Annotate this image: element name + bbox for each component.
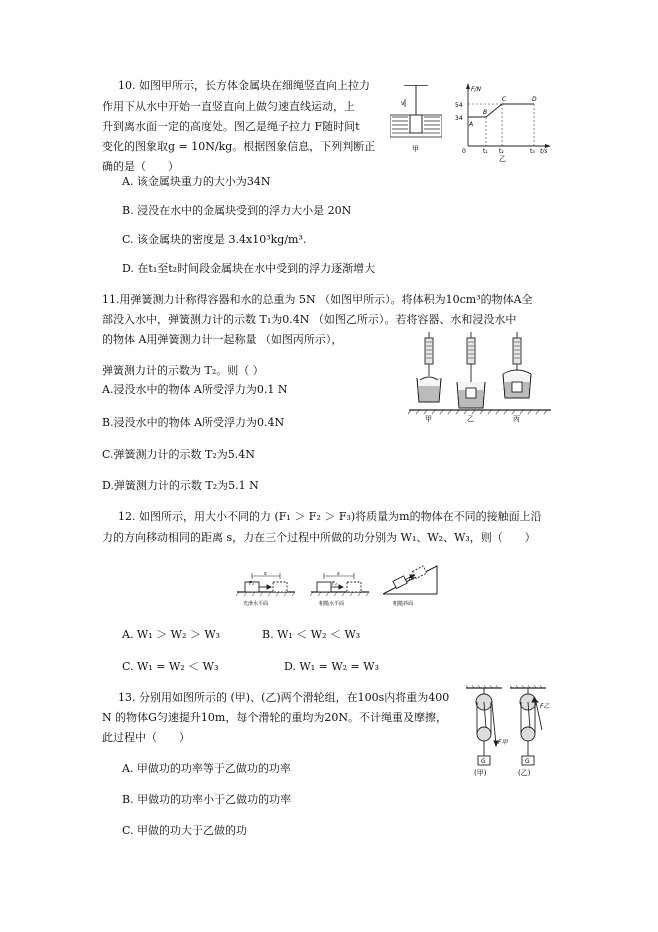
svg-text:v: v [401,100,405,107]
q13-line: 13. 分别用如图所示的 (甲)、(乙)两个滑轮组，在100s内将重为400 [118,691,450,704]
graph-point-b: B [483,109,488,116]
q11-option-c[interactable]: C.弹簧测力计的示数 T₂为5.4N [102,448,255,461]
q11-line: 弹簧测力计的示数为 T₂。则（ ） [102,364,264,377]
q10-figure-jia [390,85,442,155]
graph-point-a: A [469,121,474,128]
q12-option-d[interactable]: D. W₁ = W₂ = W₃ [284,660,379,673]
q10-fig-jia-label: 甲 [412,145,419,153]
q12-distance-2: s [337,571,340,577]
q12-force-f3: F₃ [409,576,414,582]
q12-force-f1: F₁ [249,581,254,587]
q11-fig-label-yi: 乙 [467,415,474,422]
q11-line: 的物体 A用弹簧测力计一起称量 （如图丙所示）， [102,333,343,346]
q13-line: 此过程中（ ） [102,731,190,744]
graph-xtick-t2: t₂ [499,148,504,155]
q13-fig-label-yi: (乙) [518,769,531,776]
q12-option-b[interactable]: B. W₁ ＜ W₂ ＜ W₃ [262,628,361,641]
q12-caption-2: 粗糙水平面 [319,601,345,607]
q12-distance-1: s [264,571,267,577]
q11-option-b[interactable]: B.浸没水中的物体 A所受浮力为0.4N [102,416,285,429]
q13-weight-jia: G [481,758,486,765]
q12-force-f2: F₂ [332,581,337,587]
q10-line: 变化的图象取g = 10N/kg。根据图象信息，下列判断正 [102,140,376,153]
q12-line: 力的方向移动相同的距离 s，力在三个过程中所做的功分别为 W₁、W₂、W₃，则（ ） [102,531,536,544]
graph-ytick-54: 54 [455,102,463,109]
q10-option-c[interactable]: C. 该金属块的密度是 3.4x10³kg/m³. [122,233,307,246]
q10-graph-yi [454,80,554,162]
q10-option-d[interactable]: D. 在t₁至t₂时间段金属块在水中受到的浮力逐渐增大 [122,262,376,275]
q12-option-a[interactable]: A. W₁ ＞ W₂ ＞ W₃ [122,628,221,641]
graph-point-d: D [532,96,537,103]
q13-option-c[interactable]: C. 甲做的功大于乙做的功 [122,824,248,837]
q10-line: 作用下从水中开始一直竖直向上做匀速直线运动，上 [102,100,355,113]
graph-caption: 乙 [499,155,506,162]
q11-line: 部没入水中，弹簧测力计的示数 T₁为0.4N （如图乙所示）。若将容器、水和浸没水中 [102,313,517,326]
q13-figure [462,684,554,776]
q13-option-a[interactable]: A. 甲做功的功率等于乙做功的功率 [122,762,291,775]
q10-option-b[interactable]: B. 浸没在水中的金属块受到的浮力大小是 20N [122,204,352,217]
q11-fig-label-jia: 甲 [425,415,432,422]
q12-caption-3: 粗糙斜面 [393,601,414,607]
q11-option-a[interactable]: A.浸没水中的物体 A所受浮力为0.1 N [102,383,288,396]
q13-line: N 的物体G匀速提升10m，每个滑轮的重均为20N。不计绳重及摩擦， [102,711,447,724]
q12-figure [233,562,445,608]
q13-option-b[interactable]: B. 甲做功的功率小于乙做功的功率 [122,793,292,806]
q13-weight-yi: G [525,758,530,765]
graph-origin: 0 [462,148,466,155]
q13-force-jia: F甲 [498,739,508,746]
q13-force-yi: F乙 [540,703,550,710]
q11-figure [407,330,553,422]
graph-xtick-t3: t₃ [530,148,535,155]
graph-ylabel: F/N [471,86,481,93]
graph-point-c: C [502,96,507,103]
q10-line: 确的是（ ） [102,160,179,173]
q12-caption-1: 光滑水平面 [243,601,269,607]
q10-option-a[interactable]: A. 该金属块重力的大小为34N [122,175,271,188]
q11-fig-label-bing: 丙 [513,415,520,422]
q10-line: 10. 如图甲所示，长方体金属块在细绳竖直向上拉力 [118,79,370,92]
q11-option-d[interactable]: D.弹簧测力计的示数 T₂为5.1 N [102,479,259,492]
q12-option-c[interactable]: C. W₁ = W₂ ＜ W₃ [122,660,219,673]
graph-xunit: t/s [540,148,548,155]
q11-line: 11.用弹簧测力计称得容器和水的总重为 5N （如图甲所示）。将体积为10cm³的物体A全 [102,293,533,306]
q12-line: 12. 如图所示，用大小不同的力 (F₁ ＞ F₂ ＞ F₃)将质量为m的物体在不同的接触面上沿 [118,510,542,523]
graph-ytick-34: 34 [455,115,463,122]
q13-fig-label-jia: (甲) [474,769,487,776]
q10-line: 升到离水面一定的高度处。图乙是绳子拉力 F随时间t [102,120,360,133]
graph-xtick-t1: t₁ [483,148,488,155]
